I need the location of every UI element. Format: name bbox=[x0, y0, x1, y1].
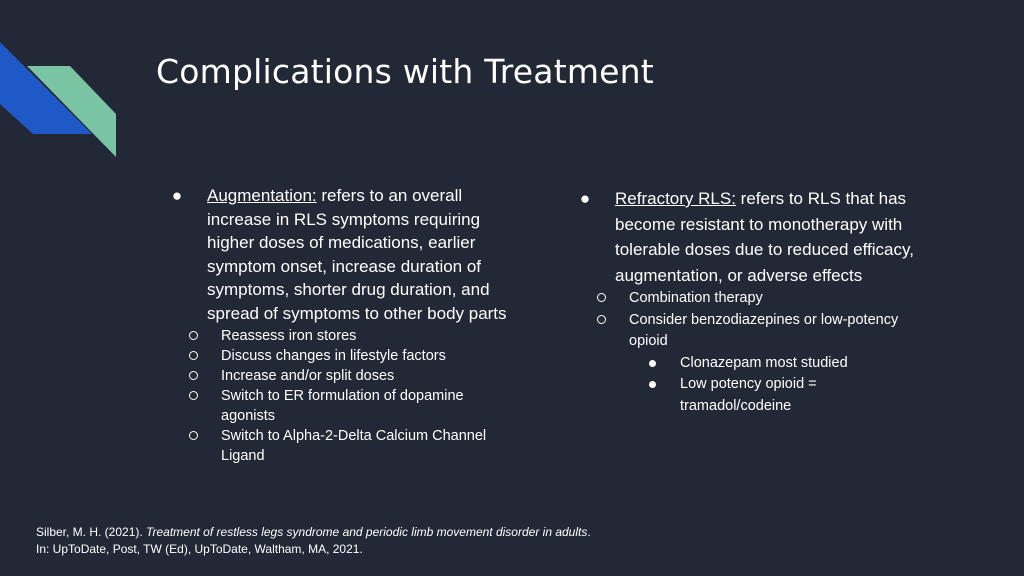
hollow-bullet-icon bbox=[189, 331, 198, 340]
citation-period: . bbox=[587, 525, 591, 539]
hollow-bullet-icon bbox=[597, 293, 606, 302]
refractory-item bbox=[578, 186, 928, 288]
brand-logo bbox=[0, 0, 130, 170]
augmentation-subitems bbox=[170, 326, 520, 466]
citation bbox=[36, 524, 736, 558]
citation-author: Silber, M. H. (2021). bbox=[36, 525, 147, 539]
hollow-bullet-icon bbox=[189, 371, 198, 380]
augmentation-item bbox=[170, 184, 520, 325]
refractory-column bbox=[578, 186, 928, 417]
hollow-bullet-icon bbox=[189, 351, 198, 360]
hollow-bullet-icon bbox=[597, 315, 606, 324]
hollow-bullet-icon bbox=[189, 431, 198, 440]
list-item bbox=[221, 426, 520, 466]
list-item-text: Switch to Alpha-2-Delta Calcium Channel Ligand bbox=[221, 428, 487, 464]
list-item-text: Reassess iron stores bbox=[221, 328, 357, 344]
list-item-text: Consider benzodiazepines or low-potency opioid bbox=[629, 311, 899, 349]
refractory-description: refers to RLS that has become resistant to monotherapy with tolerable doses due to reduced efficacy, augmentation, or adverse effects bbox=[615, 189, 914, 285]
bullet-icon: ● bbox=[171, 186, 183, 205]
list-item-text: Combination therapy bbox=[629, 290, 763, 306]
square-bullet-icon bbox=[649, 360, 656, 367]
hollow-bullet-icon bbox=[189, 391, 198, 400]
list-item-text: Discuss changes in lifestyle factors bbox=[221, 348, 446, 364]
list-item-text: Increase and/or split doses bbox=[221, 368, 395, 384]
citation-source: In: UpToDate, Post, TW (Ed), UpToDate, Waltham, MA, 2021. bbox=[36, 542, 363, 556]
refractory-term: Refractory RLS: bbox=[615, 189, 736, 208]
list-item bbox=[629, 310, 928, 418]
augmentation-description: refers to an overall increase in RLS symptoms requiring higher doses of medications, earlier symptom onset, increase duration of symptoms, shorter drug duration, and spread of symptoms to other body parts bbox=[207, 186, 507, 323]
square-bullet-icon bbox=[649, 381, 656, 388]
list-item-text: Switch to ER formulation of dopamine agonists bbox=[221, 388, 464, 424]
slide-title: Complications with Treatment bbox=[156, 52, 654, 91]
list-item bbox=[221, 386, 520, 426]
refractory-subitems bbox=[578, 288, 928, 417]
list-item bbox=[221, 326, 520, 346]
list-item bbox=[221, 366, 520, 386]
list-item bbox=[680, 374, 928, 417]
augmentation-column bbox=[170, 184, 520, 466]
augmentation-term: Augmentation: bbox=[207, 186, 317, 205]
list-item-text: Clonazepam most studied bbox=[680, 354, 848, 371]
opioid-subitems bbox=[629, 353, 928, 418]
list-item bbox=[629, 288, 928, 310]
list-item-text: Low potency opioid = tramadol/codeine bbox=[680, 376, 817, 414]
list-item bbox=[221, 346, 520, 366]
citation-title: Treatment of restless legs syndrome and periodic limb movement disorder in adults bbox=[146, 525, 588, 539]
list-item bbox=[680, 353, 928, 375]
bullet-icon: ● bbox=[579, 189, 591, 208]
